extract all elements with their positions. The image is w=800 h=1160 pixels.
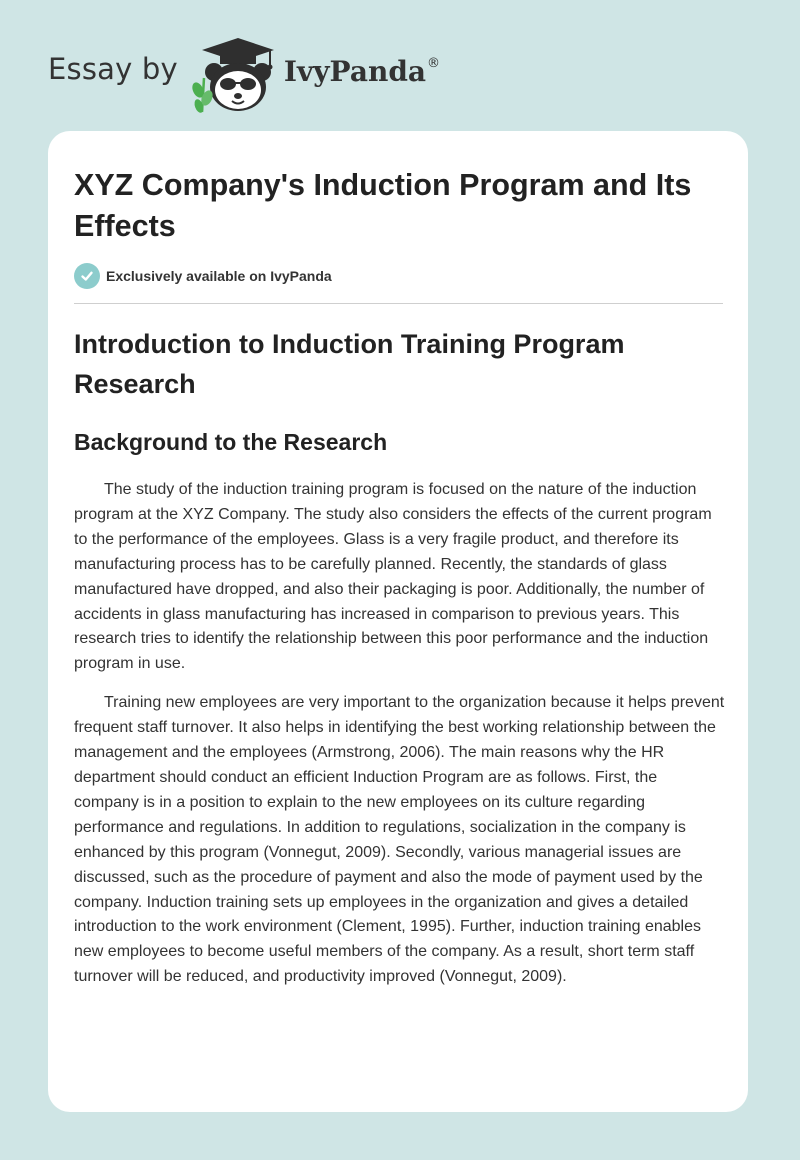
subsection-heading: Background to the Research xyxy=(74,429,388,455)
exclusive-label: Exclusively available on IvyPanda xyxy=(106,268,332,284)
brand-text: IvyPanda xyxy=(283,54,427,88)
article-body xyxy=(74,478,726,1004)
divider xyxy=(74,303,723,304)
panda-logo-icon[interactable] xyxy=(188,34,280,114)
article-card xyxy=(48,131,748,1112)
section-heading: Introduction to Induction Training Program Research xyxy=(74,329,625,399)
essay-by-label: Essay by xyxy=(48,52,178,86)
brand-name[interactable] xyxy=(284,55,440,88)
exclusive-badge xyxy=(74,263,332,289)
registered-mark: ® xyxy=(427,55,441,71)
check-circle-icon xyxy=(74,263,100,289)
site-header xyxy=(48,34,440,114)
paragraph-2: Training new employees are very important to the organization because it helps prevent frequent staff turnover. It also helps in identifying the best working relationship between the management and the employees (Armstrong, 2006). The main reasons why the HR department should conduct an efficient Induction Program are as follows. First, the company is in a position to explain to the new employees on its culture regarding performance and regulations. In addition to regulations, socialization in the company is enhanced by this program (Vonnegut, 2009). Secondly, various managerial issues are discussed, such as the procedure of payment and also the mode of payment used by the company. Induction training sets up employees in the organization and gives a detailed introduction to the work environment (Clement, 1995). Further, induction training enables new employees to become useful members of the company. As a result, short term staff turnover will be reduced, and productivity improved (Vonnegut, 2009). xyxy=(74,694,725,986)
page-title: XYZ Company's Induction Program and Its Effects xyxy=(74,168,692,243)
paragraph-1: The study of the induction training program is focused on the nature of the induction program at the XYZ Company. The study also considers the effects of the current program to the performance of the employees. Glass is a very fragile product, and therefore its manufacturing process has to be carefully planned. Recently, the standards of glass manufactured have dropped, and also their packaging is poor. Additionally, the number of accidents in glass manufacturing has increased in comparison to previous years. This research tries to identify the relationship between this poor performance and the induction program in use. xyxy=(74,481,712,673)
